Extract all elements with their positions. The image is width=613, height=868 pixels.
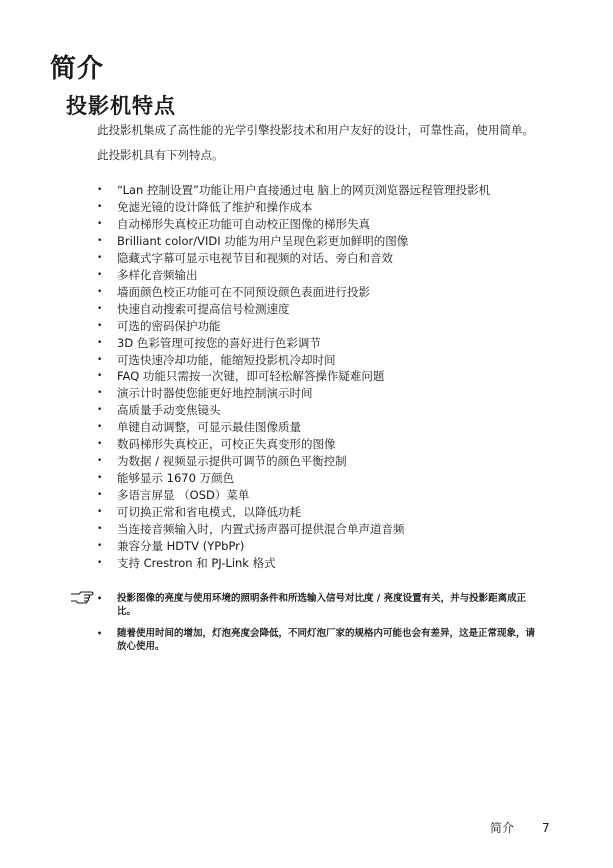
feature-item: • 当连接音频输入时，内置式扬声器可提供混合单声道音频 (97, 521, 547, 538)
notes-list (97, 592, 537, 653)
feature-item: • 免滤光镜的设计降低了维护和操作成本 (97, 199, 547, 216)
intro-paragraph: 此投影机具有下列特点。 (97, 148, 224, 162)
feature-item: • Brilliant color/VIDI 功能为用户呈现色彩更加鲜明的图像 (97, 233, 547, 250)
note-item: • 随着使用时间的增加，灯泡亮度会降低，不同灯泡厂家的规格内可能也会有差异，这是正常现象，请放心使用。 (97, 627, 537, 653)
footer-section-name: 简介 (490, 821, 515, 835)
feature-item: • 支持 Crestron 和 PJ-Link 格式 (97, 555, 547, 572)
feature-item: • 多样化音频输出 (97, 267, 547, 284)
pointing-hand-note-icon (70, 590, 94, 604)
feature-item: • 能够显示 1670 万颜色 (97, 470, 547, 487)
feature-item: • 3D 色彩管理可按您的喜好进行色彩调节 (97, 335, 547, 352)
feature-item: • 多语言屏显 （OSD）菜单 (97, 487, 547, 504)
feature-list (97, 182, 547, 572)
feature-item: • 隐藏式字幕可显示电视节目和视频的对话、旁白和音效 (97, 250, 547, 267)
feature-item: • 快速自动搜索可提高信号检测速度 (97, 301, 547, 318)
page-number: 7 (542, 821, 550, 835)
note-item: • 投影图像的亮度与使用环境的照明条件和所选输入信号对比度 / 亮度设置有关，并与投影距离成正比。 (97, 592, 537, 618)
feature-item: • 墙面颜色校正功能可在不同预设颜色表面进行投影 (97, 284, 547, 301)
feature-item: • 自动梯形失真校正功能可自动校正图像的梯形失真 (97, 216, 547, 233)
feature-item: • 可选的密码保护功能 (97, 318, 547, 335)
feature-item: • 数码梯形失真校正，可校正失真变形的图像 (97, 436, 547, 453)
intro-text (97, 122, 537, 164)
feature-item: • 为数据 / 视频显示提供可调节的颜色平衡控制 (97, 453, 547, 470)
feature-item: • 单键自动调整，可显示最佳图像质量 (97, 419, 547, 436)
feature-item: • FAQ 功能只需按一次键，即可轻松解答操作疑难问题 (97, 368, 547, 385)
section-title: 投影机特点 (66, 94, 176, 118)
feature-item: • “Lan 控制设置”功能让用户直接通过电 脑上的网页浏览器远程管理投影机 (97, 182, 547, 199)
feature-item: • 可切换正常和省电模式，以降低功耗 (97, 504, 547, 521)
feature-item: • 兼容分量 HDTV (YPbPr) (97, 538, 547, 555)
feature-item: • 可选快速冷却功能，能缩短投影机冷却时间 (97, 352, 547, 369)
feature-item: • 演示计时器使您能更好地控制演示时间 (97, 385, 547, 402)
feature-item: • 高质量手动变焦镜头 (97, 402, 547, 419)
chapter-title: 简介 (50, 54, 105, 84)
intro-paragraph: 此投影机集成了高性能的光学引擎投影技术和用户友好的设计，可靠性高，使用简单。 (97, 123, 534, 137)
